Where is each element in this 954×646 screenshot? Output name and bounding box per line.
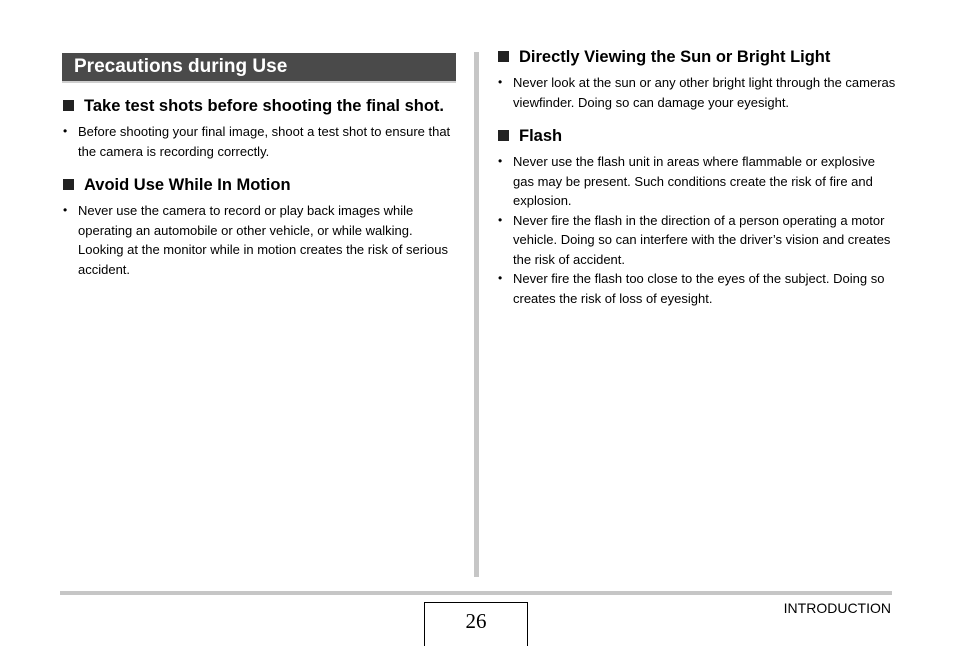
section-heading: Directly Viewing the Sun or Bright Light	[497, 47, 897, 67]
bullet-list	[497, 152, 897, 308]
bullet-dot-icon: •	[498, 75, 503, 89]
section-avoid-motion	[62, 175, 454, 279]
bullet-dot-icon: •	[63, 124, 68, 138]
footer-rule	[60, 591, 892, 595]
bullet-dot-icon: •	[498, 271, 503, 285]
square-bullet-icon	[498, 51, 509, 62]
list-item: • Before shooting your final image, shoot a test shot to ensure that the camera is recording correctly.	[63, 124, 451, 159]
section-flash	[497, 126, 897, 308]
page-number-box	[424, 602, 528, 646]
column-divider	[474, 52, 479, 577]
list-item: • Never use the camera to record or play back images while operating an automobile or other vehicle, or while walking. Looking at the monitor while in motion creates the risk of serious accident.	[63, 203, 448, 277]
section-banner	[62, 53, 456, 83]
list-item: • Never fire the flash in the direction of a person operating a motor vehicle. Doing so can interfere with the driver’s vision and creates the risk of accident.	[498, 212, 891, 267]
section-heading: Avoid Use While In Motion	[62, 175, 454, 195]
bullet-dot-icon: •	[498, 212, 503, 227]
section-test-shots	[62, 96, 454, 161]
bullet-dot-icon: •	[498, 154, 503, 168]
chapter-label: INTRODUCTION	[783, 600, 891, 616]
square-bullet-icon	[498, 130, 509, 141]
section-heading: Take test shots before shooting the final shot.	[62, 96, 454, 116]
section-heading: Flash	[497, 126, 897, 146]
left-column	[62, 96, 454, 293]
bullet-list	[62, 122, 454, 161]
right-column	[497, 47, 897, 322]
list-item: • Never fire the flash too close to the eyes of the subject. Doing so creates the risk of loss of eyesight.	[498, 271, 885, 306]
list-item: • Never use the flash unit in areas where flammable or explosive gas may be present. Such conditions create the risk of fire and explosion.	[498, 154, 876, 208]
bullet-list	[62, 201, 454, 279]
section-viewing-sun	[497, 47, 897, 112]
page-number: 26	[465, 609, 487, 633]
bullet-list	[497, 73, 897, 112]
square-bullet-icon	[63, 179, 74, 190]
bullet-dot-icon: •	[63, 203, 68, 217]
square-bullet-icon	[63, 100, 74, 111]
page-title: Precautions during Use	[74, 56, 288, 77]
list-item: • Never look at the sun or any other bright light through the cameras viewfinder. Doing so can damage your eyesight.	[498, 75, 896, 110]
